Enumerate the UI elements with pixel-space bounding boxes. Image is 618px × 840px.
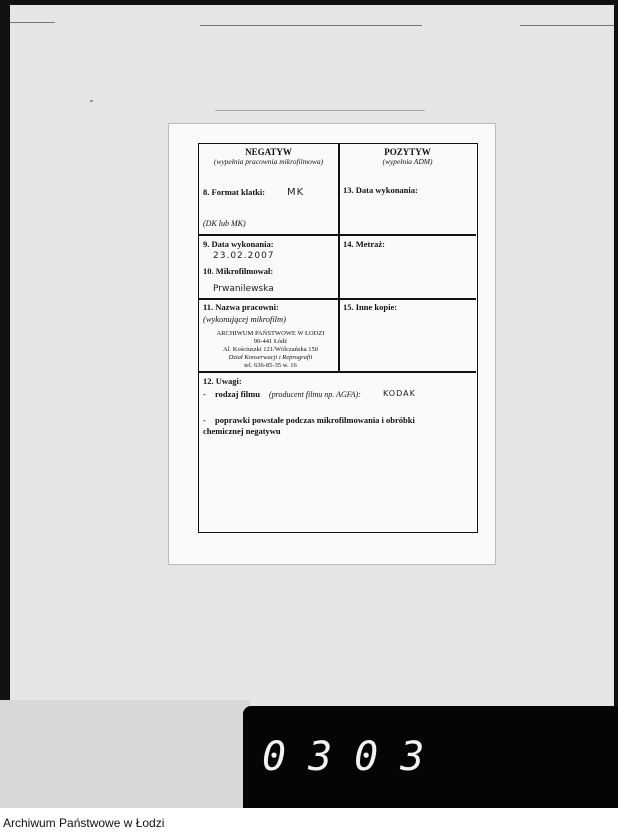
top-rule-line	[200, 25, 422, 26]
negatyw-title: NEGATYW	[245, 147, 292, 157]
mikrofilmowal-value: Prwanilewska	[213, 284, 274, 294]
format-klatki-value: MK	[287, 187, 305, 198]
poprawki-line-2: chemicznej negatywu	[203, 426, 281, 436]
negatyw-subtitle: (wypełnia pracownia mikrofilmowa)	[213, 157, 324, 166]
poprawki-line-1: poprawki powstałe podczas mikrofilmowania i obróbki	[215, 415, 415, 425]
row-divider-2	[199, 298, 476, 300]
data-wykonania-label: 9. Data wykonania:	[203, 239, 274, 249]
negatyw-header	[199, 147, 338, 166]
rodzaj-filmu-hint: (producent filmu np. AGFA):	[269, 390, 361, 399]
row-divider-3	[199, 371, 476, 373]
column-divider	[338, 144, 340, 372]
nazwa-pracowni-hint: (wykonującej mikrofilm)	[203, 314, 287, 324]
upper-rule-line	[215, 110, 425, 111]
stamp-line-2: 90-441 Łódź	[253, 338, 288, 345]
rodzaj-filmu-label: rodzaj filmu	[215, 389, 260, 399]
pozytyw-subtitle: (wypełnia ADM)	[382, 157, 433, 166]
uwagi-bullet-2: -	[203, 415, 206, 425]
archive-stamp	[203, 330, 338, 370]
metraz-label: 14. Metraż:	[343, 239, 386, 249]
speck-mark	[90, 100, 93, 102]
uwagi-label: 12. Uwagi:	[203, 376, 242, 386]
stamp-line-4: Dział Konserwacji i Reprografii	[228, 354, 313, 361]
uwagi-bullet-1: -	[203, 389, 206, 399]
stamp-line-1: ARCHIWUM PAŃSTWOWE W ŁODZI	[216, 330, 325, 337]
frame-counter-digits: 0303	[262, 734, 447, 780]
data-wykonania-value: 23.02.2007	[213, 251, 275, 261]
stamp-line-3: Al. Kościuszki 121/Wólczańska 150	[223, 346, 318, 353]
data-wykonania-pozytyw-label: 13. Data wykonania:	[343, 185, 418, 195]
stamp-line-5: tel. 636-85-35 w. 16	[244, 362, 297, 369]
rodzaj-filmu-value: KODAK	[383, 389, 416, 398]
footer-archive-name: Archiwum Państwowe w Łodzi	[3, 816, 165, 830]
record-form	[198, 143, 478, 533]
format-klatki-hint: (DK lub MK)	[203, 219, 246, 228]
pozytyw-title: POZYTYW	[384, 147, 431, 157]
nazwa-pracowni-label: 11. Nazwa pracowni:	[203, 302, 279, 312]
inne-kopie-label: 15. Inne kopie:	[343, 302, 398, 312]
mikrofilmowal-label: 10. Mikrofilmował:	[203, 266, 274, 276]
top-rule-line-right	[520, 25, 614, 26]
top-rule-line-left	[10, 22, 55, 23]
sheet-lower-edge	[0, 700, 250, 808]
format-klatki-label: 8. Format klatki:	[203, 187, 266, 197]
row-divider-1	[199, 234, 476, 236]
footer-bar	[0, 808, 618, 840]
pozytyw-header	[339, 147, 476, 166]
